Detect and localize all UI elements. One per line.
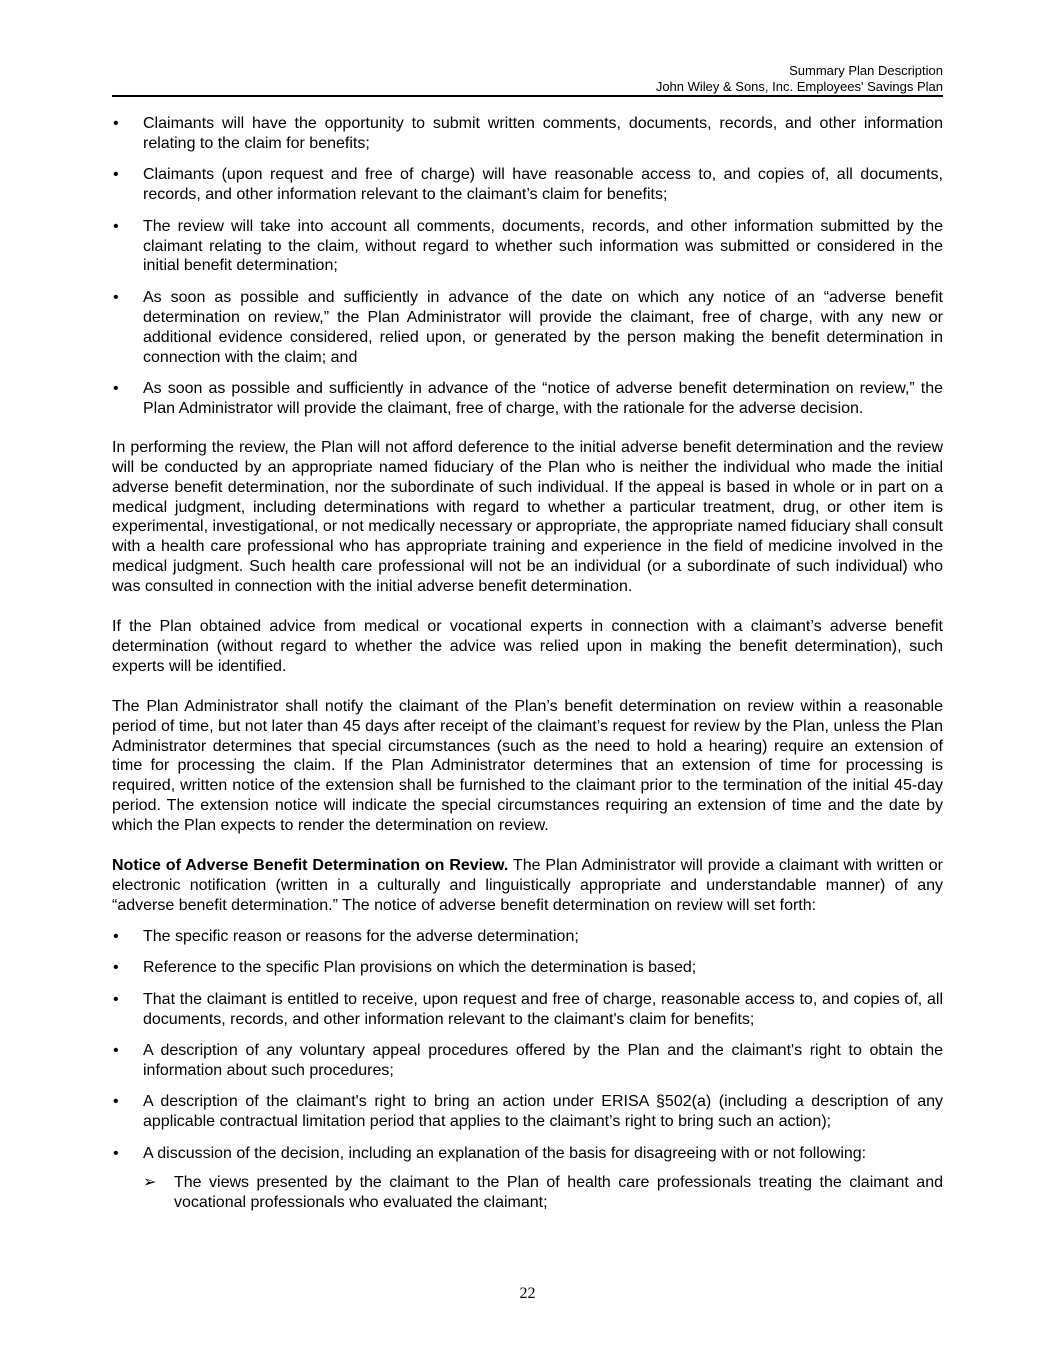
list-item [112,927,943,947]
notice-contents-list [112,927,943,1213]
bullet-marker: • [113,288,119,306]
list-item-text: The specific reason or reasons for the adverse determination; [143,927,579,945]
list-item-text: Reference to the specific Plan provisions on which the determination is based; [143,959,697,977]
bullet-marker: • [113,927,119,945]
body-content [112,114,943,1225]
review-rights-list [112,114,943,419]
list-item [112,990,943,1030]
list-item [112,379,943,419]
bullet-marker: • [113,115,119,132]
list-item-text: As soon as possible and sufficiently in advance of the date on which any notice of an “adverse benefit determination on review,” the Plan Administrator will provide the claimant, free of charge, with any new or additional evidence considered, relied upon, or generated by the person making the benefit determination in connection with the claim; and [143,288,943,366]
header-title: Summary Plan Description [789,63,943,78]
bullet-marker: • [113,1041,119,1059]
list-item-text: A discussion of the decision, including an explanation of the basis for disagreeing with or not following: [143,1144,867,1162]
list-item-text: The review will take into account all comments, documents, records, and other information submitted by the claimant relating to the claim, without regard to whether such information was submitted or considered in the initial benefit determination; [143,217,943,275]
list-item [112,1092,943,1132]
list-item [112,217,943,277]
list-item-text: A description of the claimant's right to bring an action under ERISA §502(a) (including a description of any applicable contractual limitation period that applies to the claimant’s right to bring such an action); [143,1093,943,1131]
experts-paragraph: If the Plan obtained advice from medical or vocational experts in connection with a claimant’s adverse benefit determination (without regard to whether the advice was relied upon in making the benefit determination), such experts will be identified. [112,618,943,675]
header-rule [112,95,943,97]
bullet-marker: • [113,166,119,184]
review-paragraph: In performing the review, the Plan will not afford deference to the initial adverse benefit determination and the review will be conducted by an appropriate named fiduciary of the Plan who is neither the individual who made the initial adverse benefit determination, nor the subordinate of such individual. If the appeal is based in whole or in part on a medical judgment, including determinations with regard to whether a particular treatment, drug, or other item is experimental, investigational, or not medically necessary or appropriate, the appropriate named fiduciary shall consult with a health care professional who has appropriate training and experience in the field of medicine involved in the medical judgment. Such health care professional will not be an individual (or a subordinate of such individual) who was consulted in connection with the initial adverse benefit determination. [112,438,943,596]
sub-list [143,1173,943,1213]
timing-paragraph: The Plan Administrator shall notify the claimant of the Plan’s benefit determination on review within a reasonable period of time, but not later than 45 days after receipt of the claimant’s request for review by the Plan, unless the Plan Administrator determines that special circumstances (such as the need to hold a hearing) require an extension of time for processing the claim. If the Plan Administrator determines that an extension of time for processing is required, written notice of the extension shall be furnished to the claimant prior to the termination of the initial 45-day period. The extension notice will indicate the special circumstances requiring an extension of time and the date by which the Plan expects to render the determination on review. [112,697,943,835]
list-item [112,1144,943,1214]
list-item-text: That the claimant is entitled to receive, upon request and free of charge, reasonable access to, and copies of, all documents, records, and other information relevant to the claimant's claim for benefits; [143,990,943,1028]
notice-paragraph [112,856,943,916]
bullet-marker: • [113,959,119,977]
notice-body: The Plan Administrator will provide a claimant with written or electronic notification (written in a culturally and linguistically appropriate and understandable manner) of any “adverse benefit determination.” The notice of adverse benefit determination on review will set forth: [112,857,943,914]
bullet-marker: • [113,217,119,235]
list-item [112,288,943,368]
list-item-text: Claimants will have the opportunity to submit written comments, documents, records, and other information relating to the claim for benefits; [143,115,943,152]
arrow-marker-icon: ➢ [143,1174,157,1192]
list-item-text: As soon as possible and sufficiently in advance of the “notice of adverse benefit determination on review,” the Plan Administrator will provide the claimant, free of charge, with the rationale for the adverse decision. [143,379,943,417]
running-header [656,63,943,95]
list-item [112,1041,943,1081]
notice-heading: Notice of Adverse Benefit Determination on Review. [112,857,509,875]
bullet-marker: • [113,1144,119,1162]
header-plan-name: John Wiley & Sons, Inc. Employees' Savings Plan [655,79,943,94]
sub-list-item-text: The views presented by the claimant to the Plan of health care professionals treating the claimant and vocational professionals who evaluated the claimant; [174,1174,943,1212]
list-item [112,165,943,205]
list-item [112,114,943,154]
bullet-marker: • [113,379,119,397]
bullet-marker: • [113,990,119,1008]
sub-list-item [143,1173,943,1213]
list-item [112,958,943,978]
list-item-text: A description of any voluntary appeal procedures offered by the Plan and the claimant's right to obtain the information about such procedures; [143,1041,943,1079]
list-item-text: Claimants (upon request and free of charge) will have reasonable access to, and copies of, all documents, records, and other information relevant to the claimant’s claim for benefits; [143,166,943,204]
page-number: 22 [519,1285,536,1302]
bullet-marker: • [113,1093,119,1111]
